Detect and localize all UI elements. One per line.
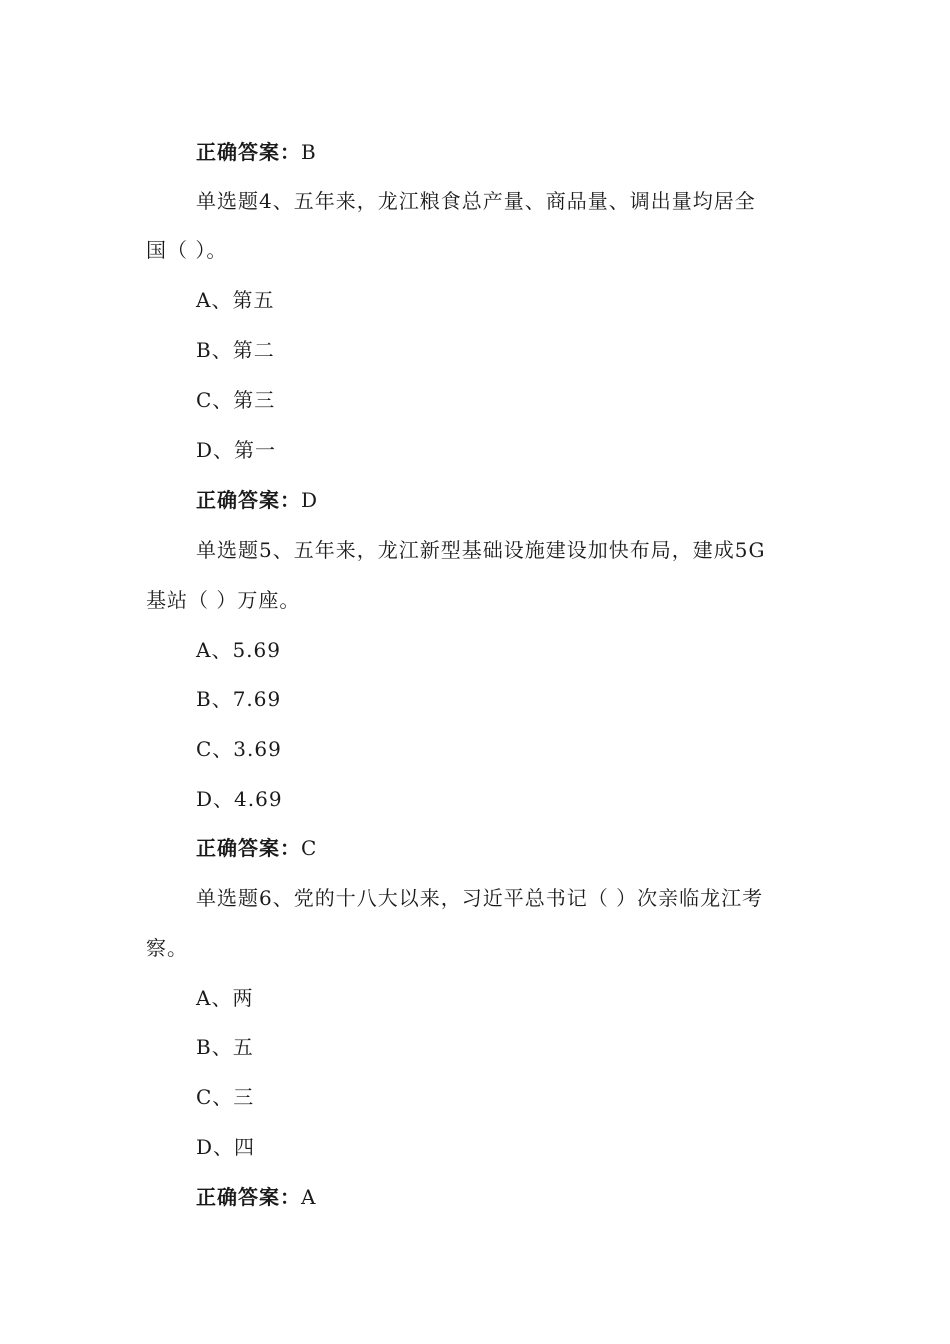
question-4-option-c: C、第三 bbox=[196, 388, 276, 412]
question-5-option-d: D、4.69 bbox=[196, 787, 283, 811]
answer-line-q3 bbox=[196, 138, 317, 166]
question-6-option-a: A、两 bbox=[196, 986, 254, 1010]
question-6-option-c: C、三 bbox=[196, 1085, 255, 1109]
question-5-option-b: B、7.69 bbox=[196, 687, 282, 711]
question-6-option-b: B、五 bbox=[196, 1035, 254, 1059]
question-5-text-cont: 基站（ ）万座。 bbox=[146, 588, 301, 612]
answer-label: 正确答案： bbox=[196, 836, 301, 860]
question-6-text-cont: 察。 bbox=[146, 936, 188, 960]
answer-label: 正确答案： bbox=[196, 488, 301, 512]
question-4-text-cont: 国（ ）。 bbox=[146, 238, 228, 262]
question-4-option-a: A、第五 bbox=[196, 288, 275, 312]
answer-label: 正确答案： bbox=[196, 1185, 301, 1209]
question-4-option-b: B、第二 bbox=[196, 338, 275, 362]
question-5-text: 单选题5、五年来，龙江新型基础设施建设加快布局，建成5G bbox=[196, 538, 766, 562]
answer-value: B bbox=[301, 140, 317, 164]
question-5-option-a: A、5.69 bbox=[196, 638, 281, 662]
answer-line-q6 bbox=[196, 1183, 316, 1211]
question-6-text: 单选题6、党的十八大以来，习近平总书记（ ）次亲临龙江考 bbox=[196, 886, 764, 910]
answer-label: 正确答案： bbox=[196, 140, 301, 164]
question-4-text: 单选题4、五年来，龙江粮食总产量、商品量、调出量均居全 bbox=[196, 189, 756, 213]
answer-value: C bbox=[301, 836, 318, 860]
question-6-option-d: D、四 bbox=[196, 1135, 256, 1159]
answer-line-q5 bbox=[196, 834, 317, 862]
answer-value: D bbox=[301, 488, 319, 512]
question-4-option-d: D、第一 bbox=[196, 438, 277, 462]
question-5-option-c: C、3.69 bbox=[196, 737, 282, 761]
answer-line-q4 bbox=[196, 486, 318, 514]
answer-value: A bbox=[301, 1185, 317, 1209]
